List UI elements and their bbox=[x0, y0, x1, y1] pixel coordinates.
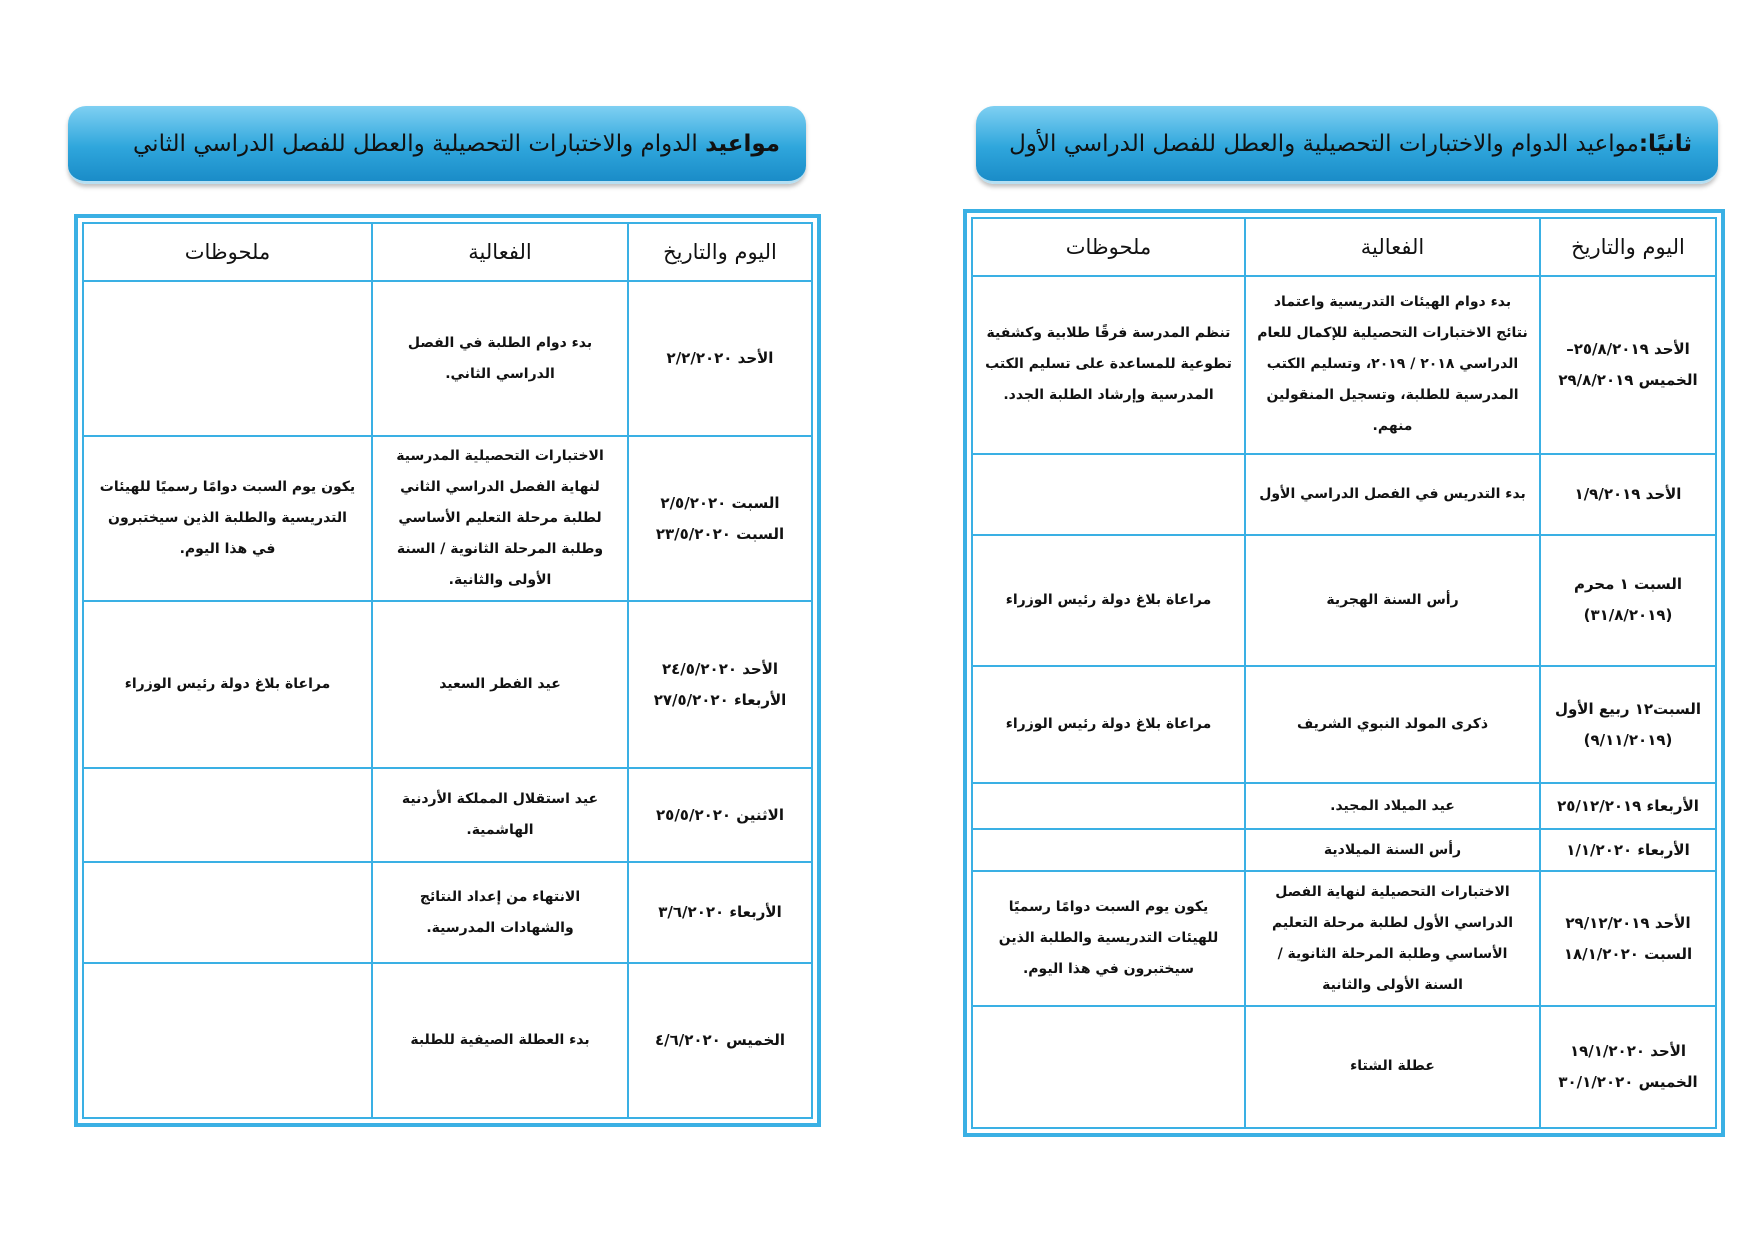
row-date: الأربعاء ٣/٦/٢٠٢٠ bbox=[628, 862, 812, 963]
row-notes bbox=[83, 768, 372, 862]
row-date: الأحد ٢٩/١٢/٢٠١٩ السبت ١٨/١/٢٠٢٠ bbox=[1540, 871, 1716, 1005]
row-event: عطلة الشتاء bbox=[1245, 1006, 1540, 1128]
header-event: الفعالية bbox=[372, 223, 628, 281]
table-row bbox=[83, 601, 812, 768]
row-notes: يكون يوم السبت دوامًا رسميًا للهيئات التدريسية والطلبة الذين سيختبرون في هذا اليوم. bbox=[83, 436, 372, 601]
row-date: السبت ٢/٥/٢٠٢٠ السبت ٢٣/٥/٢٠٢٠ bbox=[628, 436, 812, 601]
row-notes: يكون يوم السبت دوامًا رسميًا للهيئات التدريسية والطلبة الذين سيختبرون في هذا اليوم. bbox=[972, 871, 1245, 1005]
table-row bbox=[83, 436, 812, 601]
second-semester-table-frame bbox=[74, 214, 821, 1127]
first-semester-title-banner bbox=[976, 106, 1718, 184]
table-row bbox=[83, 281, 812, 436]
row-date: الأحد ٢٥/٨/٢٠١٩– الخميس ٢٩/٨/٢٠١٩ bbox=[1540, 276, 1716, 453]
row-notes: مراعاة بلاغ دولة رئيس الوزراء bbox=[972, 535, 1245, 666]
row-date: الأربعاء ١/١/٢٠٢٠ bbox=[1540, 829, 1716, 871]
row-event: الاختبارات التحصيلية المدرسية لنهاية الفصل الدراسي الثاني لطلبة مرحلة التعليم الأساسي وطلبة المرحلة الثانوية / السنة الأولى والثانية. bbox=[372, 436, 628, 601]
row-notes: مراعاة بلاغ دولة رئيس الوزراء bbox=[83, 601, 372, 768]
row-notes bbox=[83, 862, 372, 963]
table-row bbox=[972, 829, 1716, 871]
row-event: الانتهاء من إعداد النتائج والشهادات المدرسية. bbox=[372, 862, 628, 963]
header-date: اليوم والتاريخ bbox=[628, 223, 812, 281]
second-semester-title-banner bbox=[68, 106, 806, 184]
row-notes bbox=[83, 281, 372, 436]
row-date: السبت ١ محرم (٣١/٨/٢٠١٩) bbox=[1540, 535, 1716, 666]
row-notes: تنظم المدرسة فرقًا طلابية وكشفية تطوعية للمساعدة على تسليم الكتب المدرسية وإرشاد الطلبة الجدد. bbox=[972, 276, 1245, 453]
table-row bbox=[972, 666, 1716, 783]
row-date: الأحد ٢/٢/٢٠٢٠ bbox=[628, 281, 812, 436]
row-notes: مراعاة بلاغ دولة رئيس الوزراء bbox=[972, 666, 1245, 783]
table-row bbox=[83, 862, 812, 963]
row-date: الأحد ١/٩/٢٠١٩ bbox=[1540, 454, 1716, 535]
table-row bbox=[972, 783, 1716, 829]
header-notes: ملحوظات bbox=[972, 218, 1245, 276]
table-row bbox=[972, 276, 1716, 453]
row-event: عيد الفطر السعيد bbox=[372, 601, 628, 768]
row-event: بدء دوام الهيئات التدريسية واعتماد نتائج الاختبارات التحصيلية للإكمال للعام الدراسي ٢٠١٨ / ٢٠١٩، وتسليم الكتب المدرسية للطلبة، وتسجيل المنقولين منهم. bbox=[1245, 276, 1540, 453]
table-row bbox=[972, 454, 1716, 535]
row-date: الاثنين ٢٥/٥/٢٠٢٠ bbox=[628, 768, 812, 862]
row-event: بدء العطلة الصيفية للطلبة bbox=[372, 963, 628, 1118]
row-event: عيد الميلاد المجيد. bbox=[1245, 783, 1540, 829]
row-notes bbox=[972, 1006, 1245, 1128]
row-event: ذكرى المولد النبوي الشريف bbox=[1245, 666, 1540, 783]
row-notes bbox=[972, 454, 1245, 535]
first-semester-table bbox=[971, 217, 1717, 1129]
row-notes bbox=[972, 829, 1245, 871]
table-row bbox=[972, 871, 1716, 1005]
row-event: رأس السنة الهجرية bbox=[1245, 535, 1540, 666]
row-event: بدء التدريس في الفصل الدراسي الأول bbox=[1245, 454, 1540, 535]
header-event: الفعالية bbox=[1245, 218, 1540, 276]
table-row bbox=[83, 768, 812, 862]
first-semester-title: ثانيًا:مواعيد الدوام والاختبارات التحصيلية والعطل للفصل الدراسي الأول bbox=[1009, 130, 1692, 157]
table-row bbox=[972, 1006, 1716, 1128]
table-header-row bbox=[972, 218, 1716, 276]
header-notes: ملحوظات bbox=[83, 223, 372, 281]
row-date: السبت١٢ ربيع الأول (٩/١١/٢٠١٩) bbox=[1540, 666, 1716, 783]
row-event: رأس السنة الميلادية bbox=[1245, 829, 1540, 871]
second-semester-table bbox=[82, 222, 813, 1119]
row-date: الأحد ١٩/١/٢٠٢٠ الخميس ٣٠/١/٢٠٢٠ bbox=[1540, 1006, 1716, 1128]
row-date: الأربعاء ٢٥/١٢/٢٠١٩ bbox=[1540, 783, 1716, 829]
table-row bbox=[83, 963, 812, 1118]
table-header-row bbox=[83, 223, 812, 281]
row-event: عيد استقلال المملكة الأردنية الهاشمية. bbox=[372, 768, 628, 862]
first-semester-table-frame bbox=[963, 209, 1725, 1137]
row-notes bbox=[972, 783, 1245, 829]
row-event: الاختبارات التحصيلية لنهاية الفصل الدراسي الأول لطلبة مرحلة التعليم الأساسي وطلبة المرحلة الثانوية / السنة الأولى والثانية bbox=[1245, 871, 1540, 1005]
row-event: بدء دوام الطلبة في الفصل الدراسي الثاني. bbox=[372, 281, 628, 436]
row-notes bbox=[83, 963, 372, 1118]
header-date: اليوم والتاريخ bbox=[1540, 218, 1716, 276]
table-row bbox=[972, 535, 1716, 666]
row-date: الخميس ٤/٦/٢٠٢٠ bbox=[628, 963, 812, 1118]
row-date: الأحد ٢٤/٥/٢٠٢٠ الأربعاء ٢٧/٥/٢٠٢٠ bbox=[628, 601, 812, 768]
second-semester-title: مواعيد الدوام والاختبارات التحصيلية والعطل للفصل الدراسي الثاني bbox=[133, 130, 780, 157]
